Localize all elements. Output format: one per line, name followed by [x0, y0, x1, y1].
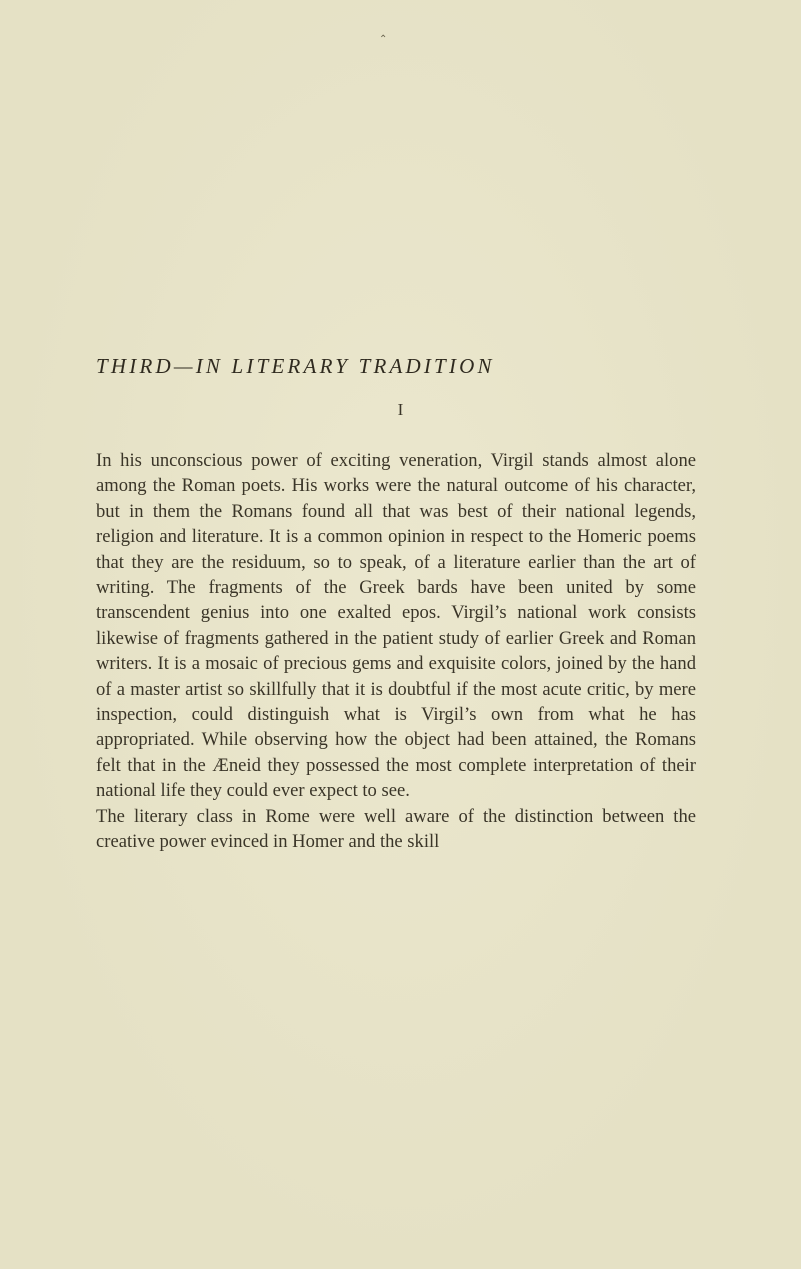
body-text — [96, 448, 696, 855]
section-number: I — [397, 400, 404, 419]
paragraph-1: In his unconscious power of exciting veneration, Virgil stands almost alone among the Roman poets. His works were the natural outcome of his character, but in them the Romans found all that was best of their national legends, religion and literature. It is a common opinion in respect to the Homeric poems that they are the residuum, so to speak, of a literature earlier than the art of writing. The fragments of the Greek bards have been united by some transcendent genius into one exalted epos. Virgil’s national work consists likewise of fragments gathered in the patient study of earlier Greek and Roman writers. It is a mosaic of precious gems and exquisite colors, joined by the hand of a master artist so skillfully that it is doubtful if the most acute critic, by mere inspection, could distinguish what is Virgil’s own from what he has appropriated. While observing how the object had been attained, the Romans felt that in the Æneid they possessed the most complete interpretation of their national life they could ever expect to see. — [96, 450, 696, 802]
printer-mark: ⌃ — [379, 34, 388, 45]
chapter-heading: THIRD—IN LITERARY TRADITION — [96, 354, 495, 378]
paragraph-2: The literary class in Rome were well aware of the distinction between the creative power evinced in Homer and the skill — [96, 805, 696, 853]
